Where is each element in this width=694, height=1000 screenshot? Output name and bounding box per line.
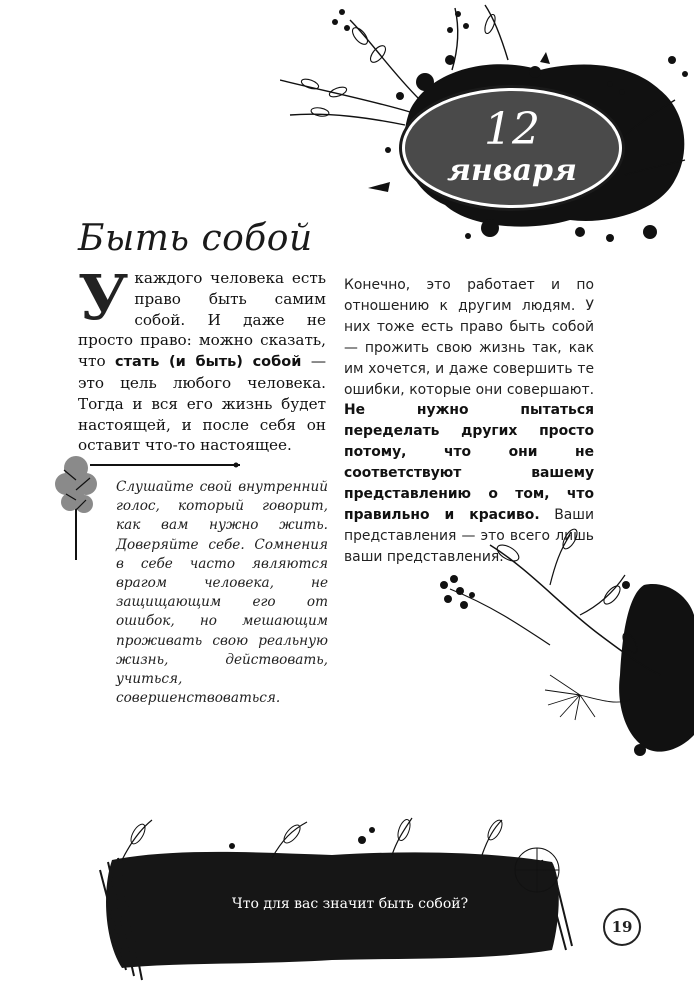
left-text-part-2: — это цель любого человека. Тогда и вся его жизнь будет настоящей, и после себя он оставит что-то настоящее. xyxy=(78,352,327,455)
quote-text: Слушайте свой внутренний голос, который говорит, как вам нужно жить. Доверяйте себе. Сомнения в себе часто являются врагом человека, не защищающим его от ошибок, но мешающим проживать свою реальную жизнь, действовать, учиться, совершенствоваться. xyxy=(116,479,328,707)
date-badge xyxy=(402,88,622,208)
quote-divider-line xyxy=(90,462,240,468)
left-column-text xyxy=(78,261,327,456)
right-text-part-2: Ваши представления — это всего лишь ваши представления. xyxy=(344,506,594,565)
drop-cap: У xyxy=(78,261,129,334)
left-text-emphasis: стать (и быть) собой xyxy=(115,354,302,371)
date-month: января xyxy=(447,153,577,188)
right-text-part-1: Конечно, это работает и по отношению к другим людям. У них тоже есть право быть собой — прожить свою жизнь так, как им хочется, и даже совершить те ошибки, которые они совершают. xyxy=(344,277,594,398)
date-day: 12 xyxy=(484,104,540,155)
page-title: Быть собой xyxy=(78,218,313,259)
left-text-part-1: каждого человека есть право быть самим собой. И даже не просто право: можно сказать, что xyxy=(78,269,326,371)
right-column-text xyxy=(344,275,594,568)
page-number: 19 xyxy=(603,908,641,946)
branch-splatter-illustration xyxy=(430,525,694,775)
right-text-bold: Не нужно пытаться переделать других просто потому, что они не соответствуют вашему представлению о том, что правильно и красиво. xyxy=(344,402,594,523)
reflection-question: Что для вас значит быть собой? xyxy=(231,896,469,912)
